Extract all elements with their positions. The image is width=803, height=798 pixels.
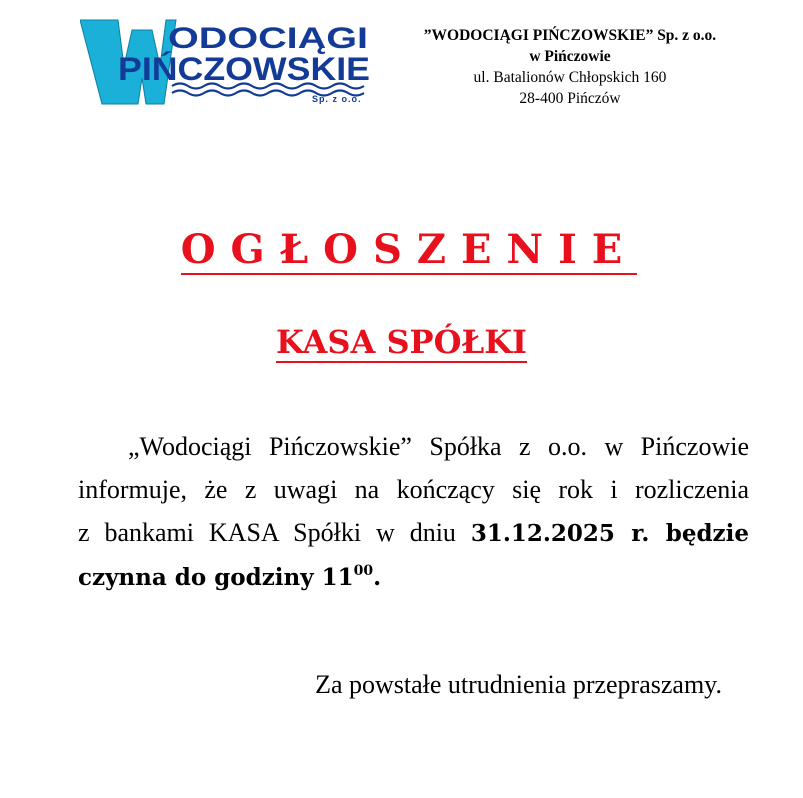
company-logo	[80, 18, 372, 110]
company-street: ul. Batalionów Chłopskich 160	[473, 69, 667, 86]
body-line-2: informuje, że z uwagi na kończący się rok i rozliczenia	[78, 475, 749, 504]
announcement-body	[78, 425, 749, 599]
logo-line2: PIŃCZOWSKIE	[118, 51, 370, 87]
body-hours-text: czynna do godziny 11	[78, 564, 354, 591]
company-name: ”WODOCIĄGI PIŃCZOWSKIE” Sp. z o.o.	[423, 27, 717, 44]
body-line-4	[78, 555, 749, 599]
body-hours	[78, 564, 381, 591]
company-postal: 28-400 Pińczów	[519, 90, 621, 107]
announcement-title	[0, 226, 803, 275]
body-hours-period: .	[373, 564, 382, 591]
body-line-3	[78, 511, 749, 555]
logo-line1: ODOCIĄGI	[168, 22, 368, 55]
body-date: 31.12.2025 r. będzie	[470, 520, 749, 547]
body-line-3-plain: z bankami KASA Spółki w dniu	[78, 518, 456, 547]
logo-graphic	[80, 18, 372, 110]
body-line-1: „Wodociągi Pińczowskie” Spółka z o.o. w Pińczowie	[128, 432, 749, 461]
announcement-subtitle	[0, 323, 803, 363]
announcement-title-text: OGŁOSZENIE	[180, 226, 638, 273]
company-address	[400, 25, 740, 109]
company-city-line: w Pińczowie	[529, 48, 611, 65]
closing-apology: Za powstałe utrudnienia przepraszamy.	[315, 670, 722, 699]
logo-suffix: Sp. z o.o.	[312, 94, 362, 104]
body-hours-minutes: 00	[353, 563, 374, 579]
announcement-subtitle-text: KASA SPÓŁKI	[276, 323, 527, 361]
